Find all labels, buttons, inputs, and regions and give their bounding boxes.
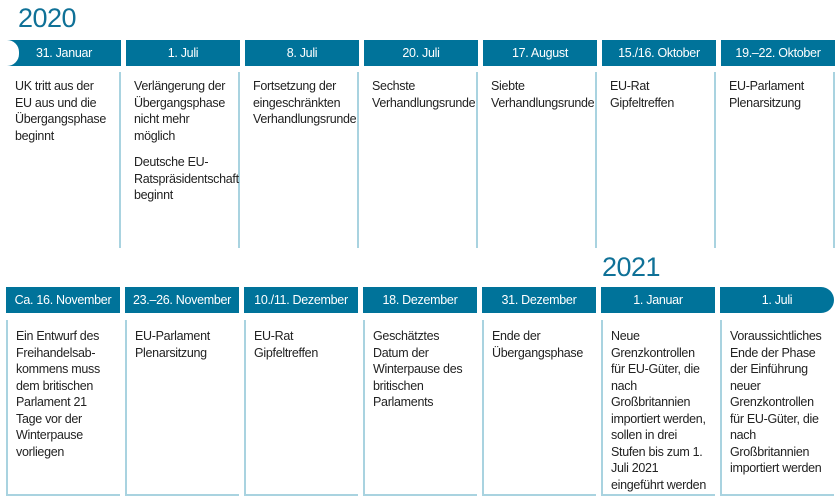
event-date-label: 1. Juli: [761, 293, 793, 307]
timeline-event: [6, 287, 120, 496]
event-date-label: Ca. 16. November: [14, 293, 112, 307]
event-date-label: 31. Januar: [35, 46, 93, 60]
timeline-event: [245, 40, 359, 248]
event-description: [601, 320, 715, 496]
event-description: [721, 72, 835, 248]
event-description: [720, 320, 834, 496]
year-2020-heading: 2020: [18, 3, 77, 33]
event-date-label: 31. Dezember: [501, 293, 577, 307]
timeline-event: [601, 287, 715, 496]
event-date: [483, 40, 597, 66]
timeline-event: [125, 287, 239, 496]
event-date-label: 8. Juli: [286, 46, 318, 60]
event-date: [721, 40, 835, 66]
event-description: [363, 320, 477, 496]
event-text: Neue Grenzkontrollen für EU-Güter, die nach Großbritannien importiert werden, sollen in drei Stufen bis zum 1. Juli 2021 eingeführt werden: [611, 329, 706, 492]
event-date-label: 20. Juli: [402, 46, 440, 60]
event-text: Voraussichtliches Ende der Phase der Einführung neuer Grenzkontrollen für EU-Güter, die nach Großbritannien importiert werden: [730, 329, 822, 475]
event-text: Sechste Verhandlungsrunde: [372, 79, 476, 110]
event-text: EU-Rat Gipfeltreffen: [610, 79, 674, 110]
timeline-event: [482, 287, 596, 496]
event-text: Deutsche EU-Ratspräsidentschaft beginnt: [134, 155, 239, 202]
timeline-event: [602, 40, 716, 248]
event-text: UK tritt aus der EU aus und die Übergangsphase beginnt: [15, 79, 107, 143]
event-date-label: 23.–26. November: [132, 293, 232, 307]
event-date: [602, 40, 716, 66]
event-date: [244, 287, 358, 313]
timeline-row-2020: [7, 40, 838, 248]
timeline-event: [244, 287, 358, 496]
timeline-start-notch: [7, 40, 19, 66]
event-text: Ende der Übergangsphase: [492, 329, 584, 360]
event-date: [6, 287, 120, 313]
event-text: EU-Parlament Plenarsitzung: [729, 79, 804, 110]
event-date-label: 19.–22. Oktober: [735, 46, 821, 60]
event-date: [245, 40, 359, 66]
event-date: [126, 40, 240, 66]
timeline-event: [720, 287, 834, 496]
event-description: [7, 72, 121, 248]
timeline-event: [363, 287, 477, 496]
event-description: [602, 72, 716, 248]
event-description: [126, 72, 240, 248]
event-description: [482, 320, 596, 496]
event-description: [125, 320, 239, 496]
event-date-label: 1. Januar: [633, 293, 683, 307]
event-date: [364, 40, 478, 66]
event-text: Geschätztes Datum der Winterpause des britischen Parlaments: [373, 329, 463, 409]
event-text: EU-Rat Gipfeltreffen: [254, 329, 318, 360]
event-date-label: 17. August: [511, 46, 569, 60]
event-text: Verlängerung der Übergangsphase nicht mehr möglich: [134, 79, 226, 143]
event-date: [125, 287, 239, 313]
timeline-event: [126, 40, 240, 248]
timeline-event: [721, 40, 835, 248]
event-date: [720, 287, 834, 313]
year-2021-heading: 2021: [602, 252, 661, 282]
event-description: [244, 320, 358, 496]
event-description: [245, 72, 359, 248]
event-date: [7, 40, 121, 66]
event-date: [601, 287, 715, 313]
event-text: Siebte Verhandlungsrunde: [491, 79, 595, 110]
event-date-label: 15./16. Oktober: [618, 46, 700, 60]
event-date-label: 1. Juli: [167, 46, 199, 60]
event-description: [6, 320, 120, 496]
event-date: [482, 287, 596, 313]
event-date-label: 18. Dezember: [382, 293, 458, 307]
event-text: Ein Entwurf des Freihandelsab-kommens muss dem britischen Parlament 21 Tage vor der Winterpause vorliegen: [16, 329, 100, 459]
timeline-row-2020-2021: [6, 287, 838, 496]
event-date-label: 10./11. Dezember: [254, 293, 348, 307]
event-text: EU-Parlament Plenarsitzung: [135, 329, 210, 360]
event-description: [483, 72, 597, 248]
event-text: Fortsetzung der eingeschränkten Verhandlungsrunde: [253, 79, 357, 126]
timeline-event: [7, 40, 121, 248]
timeline-event: [364, 40, 478, 248]
event-description: [364, 72, 478, 248]
event-date: [363, 287, 477, 313]
timeline-event: [483, 40, 597, 248]
